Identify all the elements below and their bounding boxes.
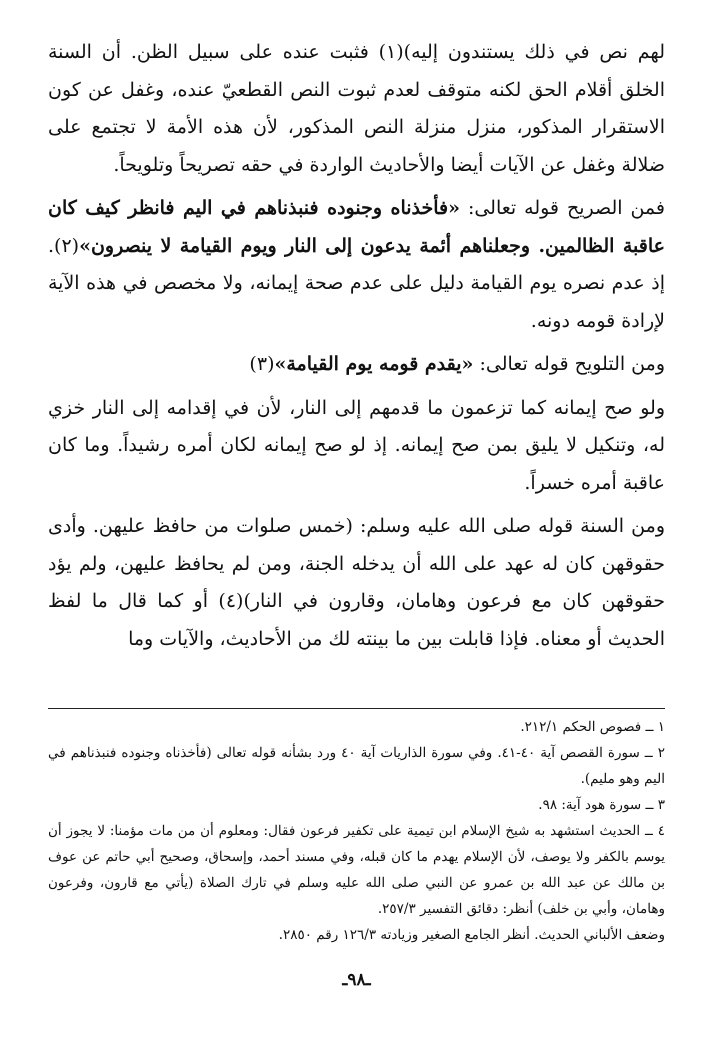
paragraph-3-rest: (٣) (249, 353, 275, 375)
footnotes (48, 714, 665, 948)
page-body (48, 34, 665, 658)
paragraph-2 (48, 190, 665, 340)
footnote-4: ٤ ــ الحديث استشهد به شيخ الإسلام ابن تيمية على تكفير فرعون فقال: ومعلوم أن من مات مؤمنا: لا يجوز أن يوسم بالكفر ولا يوصف، لأن الإسلام يهدم ما كان قبله، وفي مسند أحمد، وإسحاق، وصحيح أبي حاتم عن عوف بن مالك عن عبد الله بن عمرو عن النبي صلى الله عليه وسلم في تارك الصلاة (يأتي مع قارون، وفرعون وهامان، وأبي بن خلف) أنظر: دقائق التفسير ٢٥٧/٣. (48, 823, 665, 917)
paragraph-2-lead: فمن الصريح قوله تعالى: (460, 197, 665, 219)
footnote-3: ٣ ــ سورة هود آية: ٩٨. (538, 797, 665, 813)
page-number: ـ٩٨ـ (342, 970, 371, 990)
paragraph-3-quran-quote: «يقدم قومه يوم القيامة» (274, 353, 474, 375)
paragraph-5 (48, 508, 665, 658)
paragraph-5-text: ومن السنة قوله صلى الله عليه وسلم: (خمس صلوات من حافظ عليهن. وأدى حقوقهن كان له عهد على الله أن يدخله الجنة، ومن لم يحافظ عليهن، ولم يؤد حقوقهن كان مع فرعون وهامان، وقارون في النار)(٤) أو كما قال ما لفظ الحديث أو معناه. فإذا قابلت بين ما بينته لك من الأحاديث، والآيات وما (48, 515, 665, 650)
paragraph-2-rest: (٢). إذ عدم نصره يوم القيامة دليل على عدم صحة إيمانه، ولا مخصص في هذه الآية لإرادة قومه دونه. (48, 234, 665, 332)
footnote-2: ٢ ــ سورة القصص آية ٤٠-٤١. وفي سورة الذاريات آية ٤٠ ورد بشأنه قوله تعالى (فأخذناه وجنوده فنبذناهم في اليم وهو مليم). (48, 745, 665, 787)
paragraph-1 (48, 34, 665, 184)
paragraph-4 (48, 390, 665, 503)
footnote-1: ١ ــ فصوص الحكم ٢١٢/١. (520, 719, 665, 735)
paragraph-3 (48, 346, 665, 384)
footnote-divider (48, 708, 665, 709)
footnote-4-continuation: وضعف الألباني الحديث. أنظر الجامع الصغير وزيادته ١٢٦/٣ رقم ٢٨٥٠. (278, 927, 665, 943)
paragraph-3-lead: ومن التلويح قوله تعالى: (473, 353, 665, 375)
paragraph-1-text: لهم نص في ذلك يستندون إليه)(١) فثبت عنده على سبيل الظن. أن السنة الخلق أقلام الحق لكنه متوقف لعدم ثبوت النص القطعيّ عنده، وغفل عن كون الاستقرار المذكور، منزل منزلة النص المذكور، لأن هذه الأمة لا تجتمع على ضلالة وغفل عن الآيات أيضا والأحاديث الواردة في حقه تصريحاً وتلويحاً. (48, 41, 665, 176)
paragraph-4-text: ولو صح إيمانه كما تزعمون ما قدمهم إلى النار، لأن في إقدامه إلى النار خزي له، وتنكيل لا يليق بمن صح إيمانه. إذ لو صح إيمانه لكان أمره رشيداً. وما كان عاقبة أمره خسراً. (48, 396, 665, 494)
paragraph-2-quran-quote: «فأخذناه وجنوده فنبذناهم في اليم فانظر كيف كان عاقبة الظالمين. وجعلناهم أئمة يدعون إلى النار ويوم القيامة لا ينصرون» (48, 197, 665, 257)
